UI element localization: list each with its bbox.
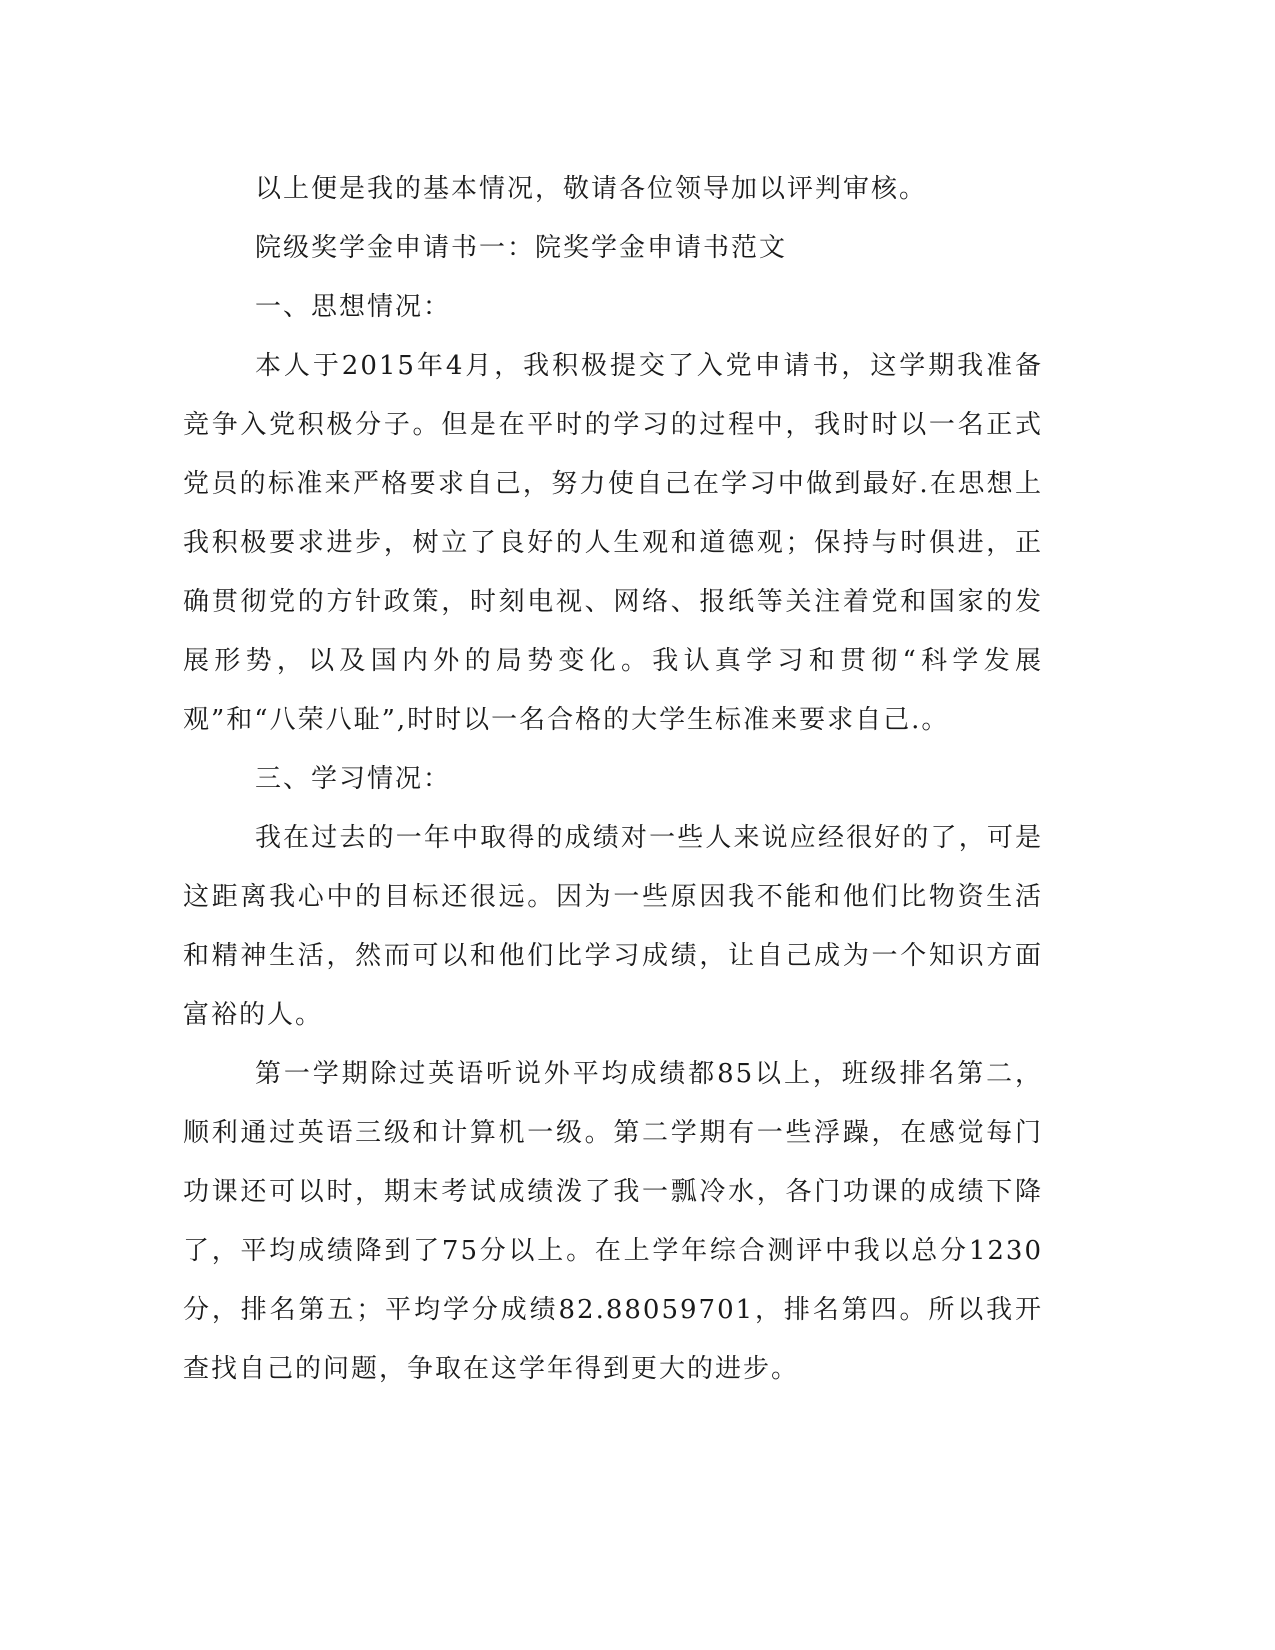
paragraph-study-results: 第一学期除过英语听说外平均成绩都85以上，班级排名第二，顺利通过英语三级和计算机一级。第二学期有一些浮躁，在感觉每门功课还可以时，期末考试成绩泼了我一瓢冷水，各门功课的成绩下降了，平均成绩降到了75分以上。在上学年综合测评中我以总分1230分，排名第五；平均学分成绩82.88059701，排名第四。所以我开查找自己的问题，争取在这学年得到更大的进步。 — [183, 1059, 1043, 1384]
heading-study: 三、学习情况： — [255, 764, 452, 794]
paragraph-study-goals: 我在过去的一年中取得的成绩对一些人来说应经很好的了，可是这距离我心中的目标还很远。因为一些原因我不能和他们比物资生活和精神生活，然而可以和他们比学习成绩，让自己成为一个知识方面富裕的人。 — [183, 823, 1043, 1030]
paragraph-closing-statement: 以上便是我的基本情况，敬请各位领导加以评判审核。 — [255, 174, 928, 204]
document-body — [183, 160, 1043, 1399]
paragraph-section-title: 院级奖学金申请书一：院奖学金申请书范文 — [255, 233, 788, 263]
heading-ideology: 一、思想情况： — [255, 292, 452, 322]
paragraph-ideology: 本人于2015年4月，我积极提交了入党申请书，这学期我准备竞争入党积极分子。但是在平时的学习的过程中，我时时以一名正式党员的标准来严格要求自己，努力使自己在学习中做到最好.在思想上我积极要求进步，树立了良好的人生观和道德观；保持与时俱进，正确贯彻党的方针政策，时刻电视、网络、报纸等关注着党和国家的发展形势，以及国内外的局势变化。我认真学习和贯彻“科学发展观”和“八荣八耻”,时时以一名合格的大学生标准来要求自己.。 — [183, 351, 1043, 735]
